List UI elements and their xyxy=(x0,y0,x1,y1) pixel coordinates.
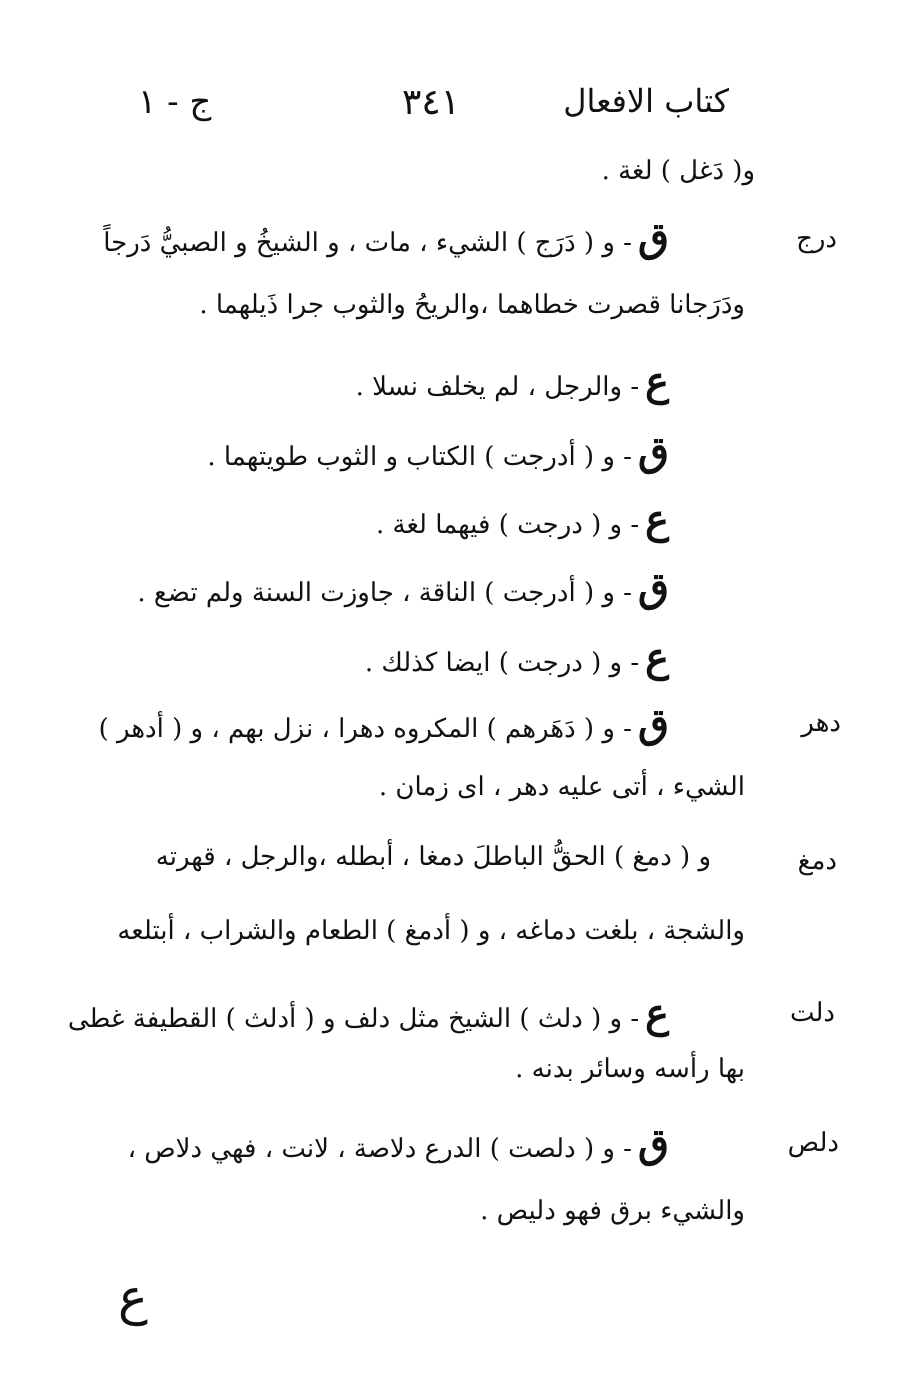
text-line xyxy=(480,1196,745,1226)
text-line xyxy=(515,1054,745,1084)
section-marker: ع xyxy=(645,634,669,681)
signature-mark: ع xyxy=(118,1268,148,1326)
root-word: درج xyxy=(796,224,837,254)
section-marker: ع xyxy=(645,990,669,1037)
text-line xyxy=(137,564,669,611)
section-marker: ق xyxy=(637,428,669,475)
entry-text: - و ( أدرجت ) الكتاب و الثوب طويتهما . xyxy=(207,442,632,472)
text-line xyxy=(99,700,669,747)
entry-text: ودَرَجانا قصرت خطاهما ،والريحُ والثوب جرا ذَيلهما . xyxy=(199,290,745,320)
entry-text: والشجة ، بلغت دماغه ، و ( أدمغ ) الطعام والشراب ، أبتلعه xyxy=(117,916,745,946)
section-marker: ق xyxy=(637,1120,669,1167)
text-line xyxy=(365,634,669,681)
book-title: كتاب الافعال xyxy=(563,82,729,120)
volume-label: ج - ١ xyxy=(138,82,212,122)
text-line xyxy=(68,990,669,1037)
entry-text: - و ( درجت ) ايضا كذلك . xyxy=(364,648,640,678)
text-line xyxy=(156,842,711,872)
root-word: دمغ xyxy=(797,846,837,876)
text-line xyxy=(117,916,745,946)
entry-text: - والرجل ، لم يخلف نسلا . xyxy=(355,372,640,402)
entry-text: و ( دمغ ) الحقُّ الباطلَ دمغا ، أبطله ،والرجل ، قهرته xyxy=(155,842,711,872)
section-marker: ق xyxy=(637,214,669,261)
entry-text: - و ( أدرجت ) الناقة ، جاوزت السنة ولم تضع . xyxy=(137,578,632,608)
page-number: ٣٤١ xyxy=(402,82,461,123)
entry-text: والشيء برق فهو دليص . xyxy=(480,1196,745,1226)
entry-text: - و ( دَهَرهم ) المكروه دهرا ، نزل بهم ، و ( أدهر ) xyxy=(98,714,632,744)
entry-text: - و ( دلصت ) الدرع دلاصة ، لانت ، فهي دلاص ، xyxy=(127,1134,632,1164)
text-line xyxy=(199,290,745,320)
entry-text: و( دَغل ) لغة . xyxy=(601,156,755,186)
text-line xyxy=(128,1120,669,1167)
section-marker: ع xyxy=(645,358,669,405)
entry-text: - و ( درجت ) فيهما لغة . xyxy=(376,510,640,540)
text-line xyxy=(602,156,755,186)
entry-text: - و ( دلث ) الشيخ مثل دلف و ( أدلث ) القطيفة غطى xyxy=(67,1004,640,1034)
entry-text: بها رأسه وسائر بدنه . xyxy=(515,1054,745,1084)
text-line xyxy=(207,428,669,475)
root-word: دلت xyxy=(789,998,835,1028)
entry-text: - و ( دَرَج ) الشيء ، مات ، و الشيخُ و الصبيُّ دَرجاً xyxy=(103,228,632,258)
entry-text: الشيء ، أتى عليه دهر ، اى زمان . xyxy=(378,772,745,802)
root-word: دهر xyxy=(801,708,841,738)
root-word: دلص xyxy=(787,1128,839,1158)
section-marker: ق xyxy=(637,564,669,611)
text-line xyxy=(356,358,669,405)
section-marker: ع xyxy=(645,496,669,543)
text-line xyxy=(376,496,669,543)
text-line xyxy=(379,772,745,802)
section-marker: ق xyxy=(637,700,669,747)
text-line xyxy=(103,214,669,261)
